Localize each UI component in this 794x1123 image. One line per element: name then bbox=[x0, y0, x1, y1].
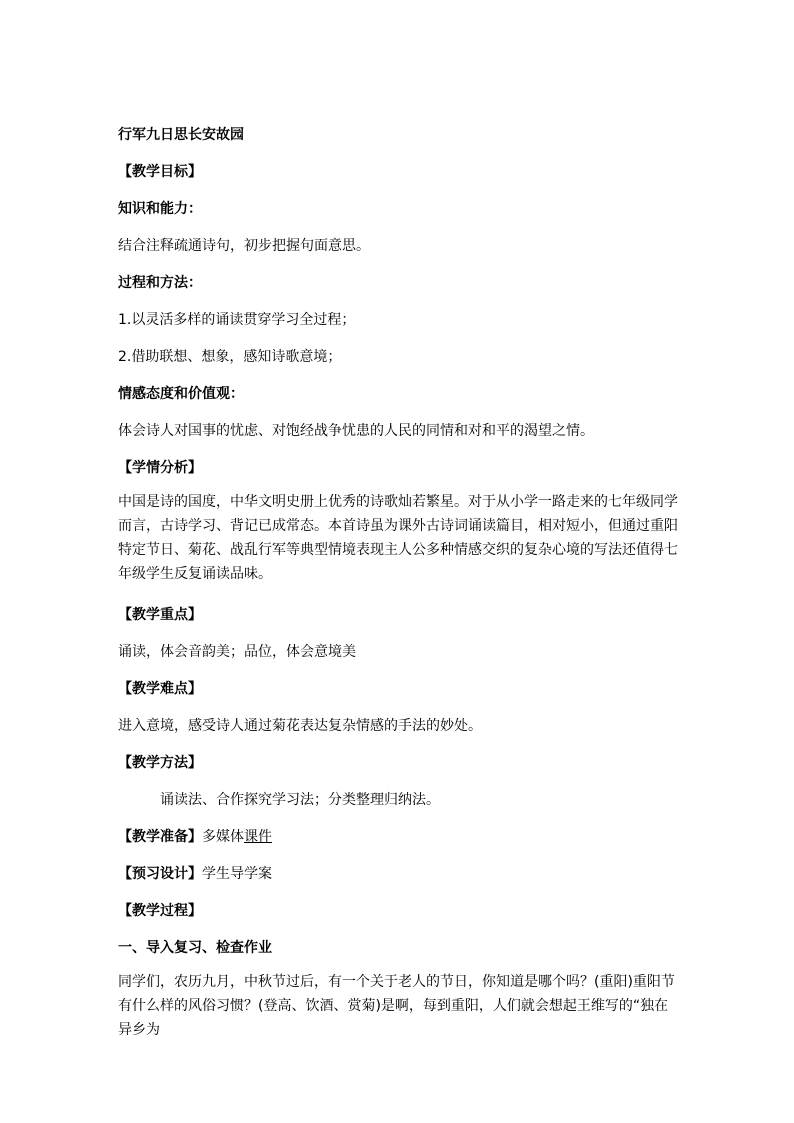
step1-heading: 一、导入复习、检查作业 bbox=[118, 940, 272, 956]
preview-heading: 【预习设计】 bbox=[118, 866, 202, 882]
difficulty-text: 进入意境，感受诗人通过菊花表达复杂情感的手法的妙处。 bbox=[118, 718, 482, 734]
document-title: 行军九日思长安故园 bbox=[118, 127, 244, 143]
knowledge-text: 结合注释疏通诗句，初步把握句面意思。 bbox=[118, 238, 370, 254]
focus-heading: 【教学重点】 bbox=[118, 607, 202, 623]
analysis-text: 中国是诗的国度，中华文明史册上优秀的诗歌灿若繁星。对于从小学一路走来的七年级同学而言，古诗学习、背记已成常态。本首诗虽为课外古诗词诵读篇目，相对短小，但通过重阳特定节日、菊花、战乱行军等典型情境表现主人公多种情感交织的复杂心境的写法还值得七年级学生反复诵读品味。 bbox=[118, 494, 678, 582]
difficulty-heading: 【教学难点】 bbox=[118, 681, 202, 697]
preview-text: 学生导学案 bbox=[202, 866, 272, 882]
procedure-heading: 【教学过程】 bbox=[118, 903, 202, 919]
process-item-2: 2.借助联想、想象，感知诗歌意境； bbox=[118, 349, 342, 365]
emotion-heading: 情感态度和价值观： bbox=[118, 386, 244, 402]
prep-heading: 【教学准备】 bbox=[118, 829, 202, 845]
method-text: 诵读法、合作探究学习法；分类整理归纳法。 bbox=[160, 792, 440, 808]
prep-text: 多媒体 bbox=[202, 829, 244, 845]
step1-text: 同学们，农历九月，中秋节过后，有一个关于老人的节日，你知道是哪个吗？(重阳)重阳节有什么样的风俗习惯？(登高、饮酒、赏菊)是啊，每到重阳，人们就会想起王维写的“独在异乡为 bbox=[118, 974, 675, 1038]
knowledge-heading: 知识和能力： bbox=[118, 201, 202, 217]
courseware-link[interactable]: 课件 bbox=[244, 829, 272, 845]
preview-line bbox=[118, 865, 272, 883]
emotion-text: 体会诗人对国事的忧虑、对饱经战争忧患的人民的同情和对和平的渴望之情。 bbox=[118, 423, 594, 439]
method-heading: 【教学方法】 bbox=[118, 755, 202, 771]
objectives-heading: 【教学目标】 bbox=[118, 164, 202, 180]
focus-text: 诵读，体会音韵美；品位，体会意境美 bbox=[118, 644, 356, 660]
analysis-heading: 【学情分析】 bbox=[118, 460, 202, 476]
process-heading: 过程和方法： bbox=[118, 275, 202, 291]
prep-line bbox=[118, 828, 272, 846]
process-item-1: 1.以灵活多样的诵读贯穿学习全过程； bbox=[118, 312, 356, 328]
